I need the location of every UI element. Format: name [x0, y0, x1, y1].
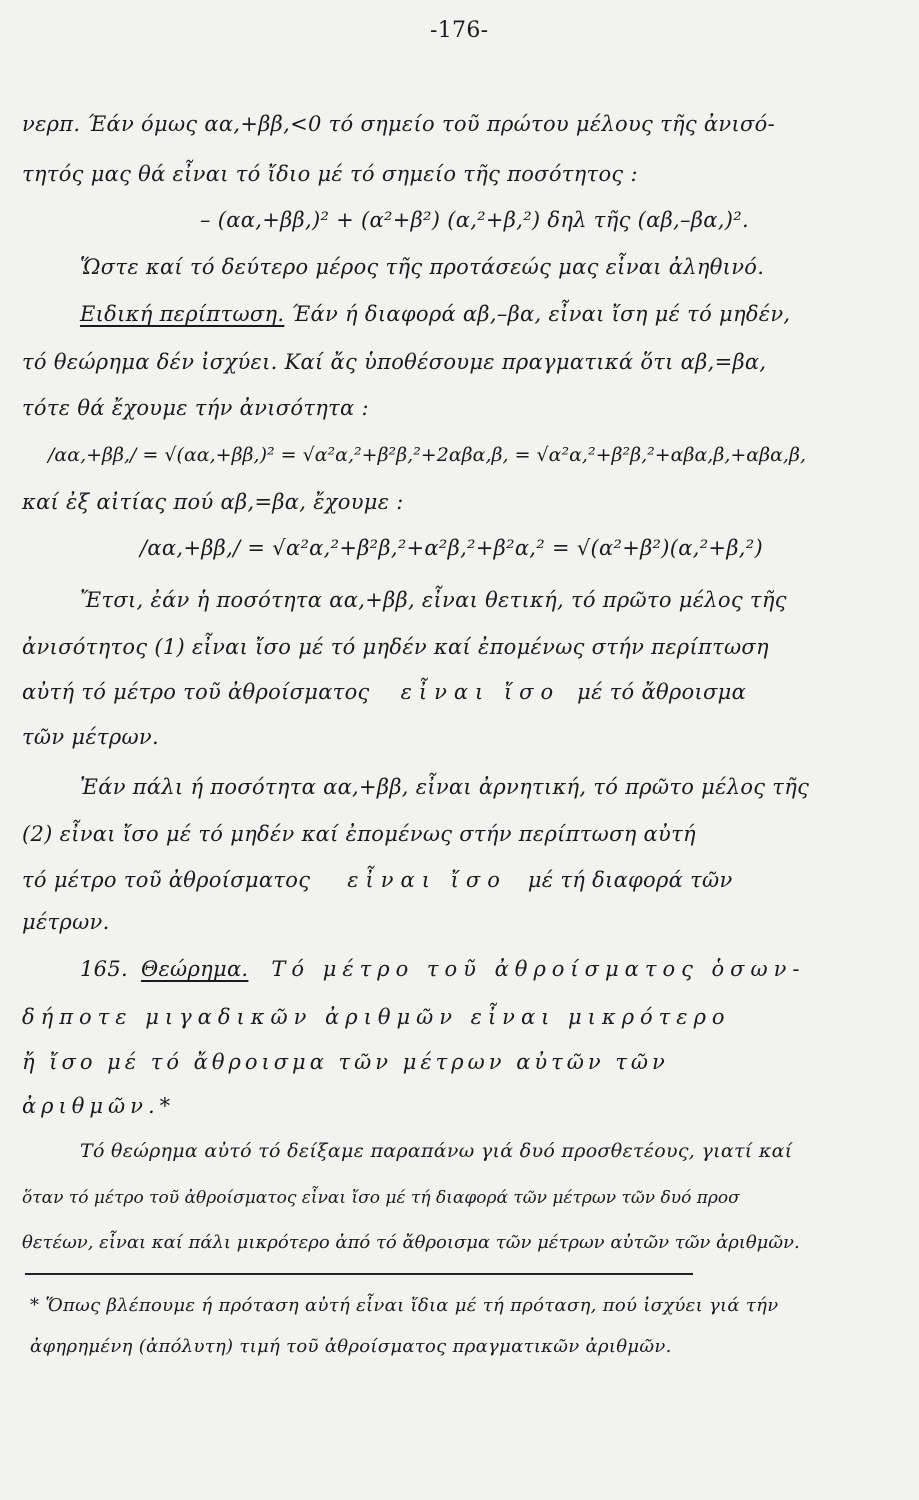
page-number: -176-: [430, 18, 489, 43]
line-13-part-a: αὐτή τό μέτρο τοῦ ἀθροίσματος: [22, 680, 370, 704]
footnote-line-1: * Ὅπως βλέπουμε ή πρόταση αὐτή εἶναι ἴδια μέ τή πρόταση, πού ἰσχύει γιά τήν: [30, 1295, 779, 1316]
text-line-11: Ἔτσι, ἐάν ἡ ποσότητα αα,+ββ, εἶναι θετική, τό πρῶτο μέλος τῆς: [80, 588, 787, 612]
theorem-heading: Θεώρημα.: [140, 957, 249, 981]
theorem-line-20: δήποτε μιγαδικῶν ἀριθμῶν εἶναι μικρότερο: [22, 1005, 731, 1029]
text-line-1: νερπ. Έάν όμως αα,+ββ,<0 τό σημείο τοῦ πρώτου μέλους τῆς ἀνισό-: [22, 112, 775, 136]
special-case-text: Έάν ή διαφορά αβ,–βα, εἶναι ἴση μέ τό μηδέν,: [284, 302, 791, 326]
text-line-16: (2) εἶναι ἴσο μέ τό μηδέν καί ἐπομένως στήν περίπτωση αὐτή: [22, 822, 696, 846]
line-17-part-c: μέ τή διαφορά τῶν: [527, 868, 733, 892]
text-line-7: τότε θά ἔχουμε τήν ἀνισότητα :: [22, 396, 369, 420]
footnote-divider: [25, 1273, 693, 1275]
special-case-heading: Ειδική περίπτωση.: [80, 302, 285, 326]
line-13-part-c: μέ τό ἄθροισμα: [577, 680, 747, 704]
theorem-line-21: ἤ ἴσο μέ τό ἄθροισμα τῶν μέτρων αὐτῶν τῶν: [22, 1050, 669, 1074]
line-17-spaced-text: εἶναι ἴσο: [347, 868, 507, 892]
text-line-12: ἀνισότητος (1) εἶναι ἴσο μέ τό μηδέν καί ἐπομένως στήν περίπτωση: [22, 635, 769, 659]
formula-line-10: /αα,+ββ,/ = √α²α,²+β²β,²+α²β,²+β²α,² = √(α²+β²)(α,²+β,²): [140, 536, 763, 560]
text-line-17: [22, 868, 733, 892]
text-line-2: τητός μας θά εἶναι τό ἴδιο μέ τό σημείο τῆς ποσότητος :: [22, 162, 638, 186]
theorem-number: 165.: [80, 957, 128, 981]
text-line-6: τό θεώρημα δέν ἰσχύει. Καί ἄς ὑποθέσουμε πραγματικά ὅτι αβ,=βα,: [22, 350, 767, 374]
text-line-18: μέτρων.: [22, 910, 110, 934]
theorem-text-1: Τό μέτρο τοῦ ἀθροίσματος ὁσων-: [271, 957, 806, 981]
formula-line-8: /αα,+ββ,/ = √(αα,+ββ,)² = √α²α,²+β²β,²+2αβα,β, = √α²α,²+β²β,²+αβα,β,+αβα,β,: [48, 444, 806, 466]
theorem-line-22: ἀριθμῶν.*: [22, 1094, 176, 1118]
text-line-13: [22, 680, 746, 704]
text-line-14: τῶν μέτρων.: [22, 725, 159, 749]
text-line-9: καί ἐξ αἰτίας πού αβ,=βα, ἔχουμε :: [22, 490, 404, 514]
line-13-spaced-text: εἶναι ἴσο: [400, 680, 561, 704]
text-line-24: ὅταν τό μέτρο τοῦ ἀθροίσματος εἶναι ἴσο μέ τή διαφορά τῶν μέτρων τῶν δυό προσ: [22, 1188, 740, 1208]
theorem-line-19: [80, 957, 806, 981]
line-17-part-a: τό μέτρο τοῦ ἀθροίσματος: [22, 868, 311, 892]
formula-line-3: – (αα,+ββ,)² + (α²+β²) (α,²+β,²) δηλ τῆς (αβ,–βα,)².: [200, 208, 749, 232]
text-line-5: [80, 302, 790, 326]
footnote-line-2: ἀφηρημένη (ἀπόλυτη) τιμή τοῦ ἀθροίσματος πραγματικῶν ἀριθμῶν.: [30, 1336, 672, 1357]
text-line-25: θετέων, εἶναι καί πάλι μικρότερο ἀπό τό ἄθροισμα τῶν μέτρων αὐτῶν τῶν ἀριθμῶν.: [22, 1232, 800, 1253]
text-line-4: Ὥστε καί τό δεύτερο μέρος τῆς προτάσεώς μας εἶναι ἀληθινό.: [80, 255, 765, 279]
text-line-15: Ἐάν πάλι ή ποσότητα αα,+ββ, εἶναι ἀρνητική, τό πρῶτο μέλος τῆς: [80, 775, 810, 799]
text-line-23: Τό θεώρημα αὐτό τό δείξαμε παραπάνω γιά δυό προσθετέους, γιατί καί: [80, 1140, 793, 1162]
